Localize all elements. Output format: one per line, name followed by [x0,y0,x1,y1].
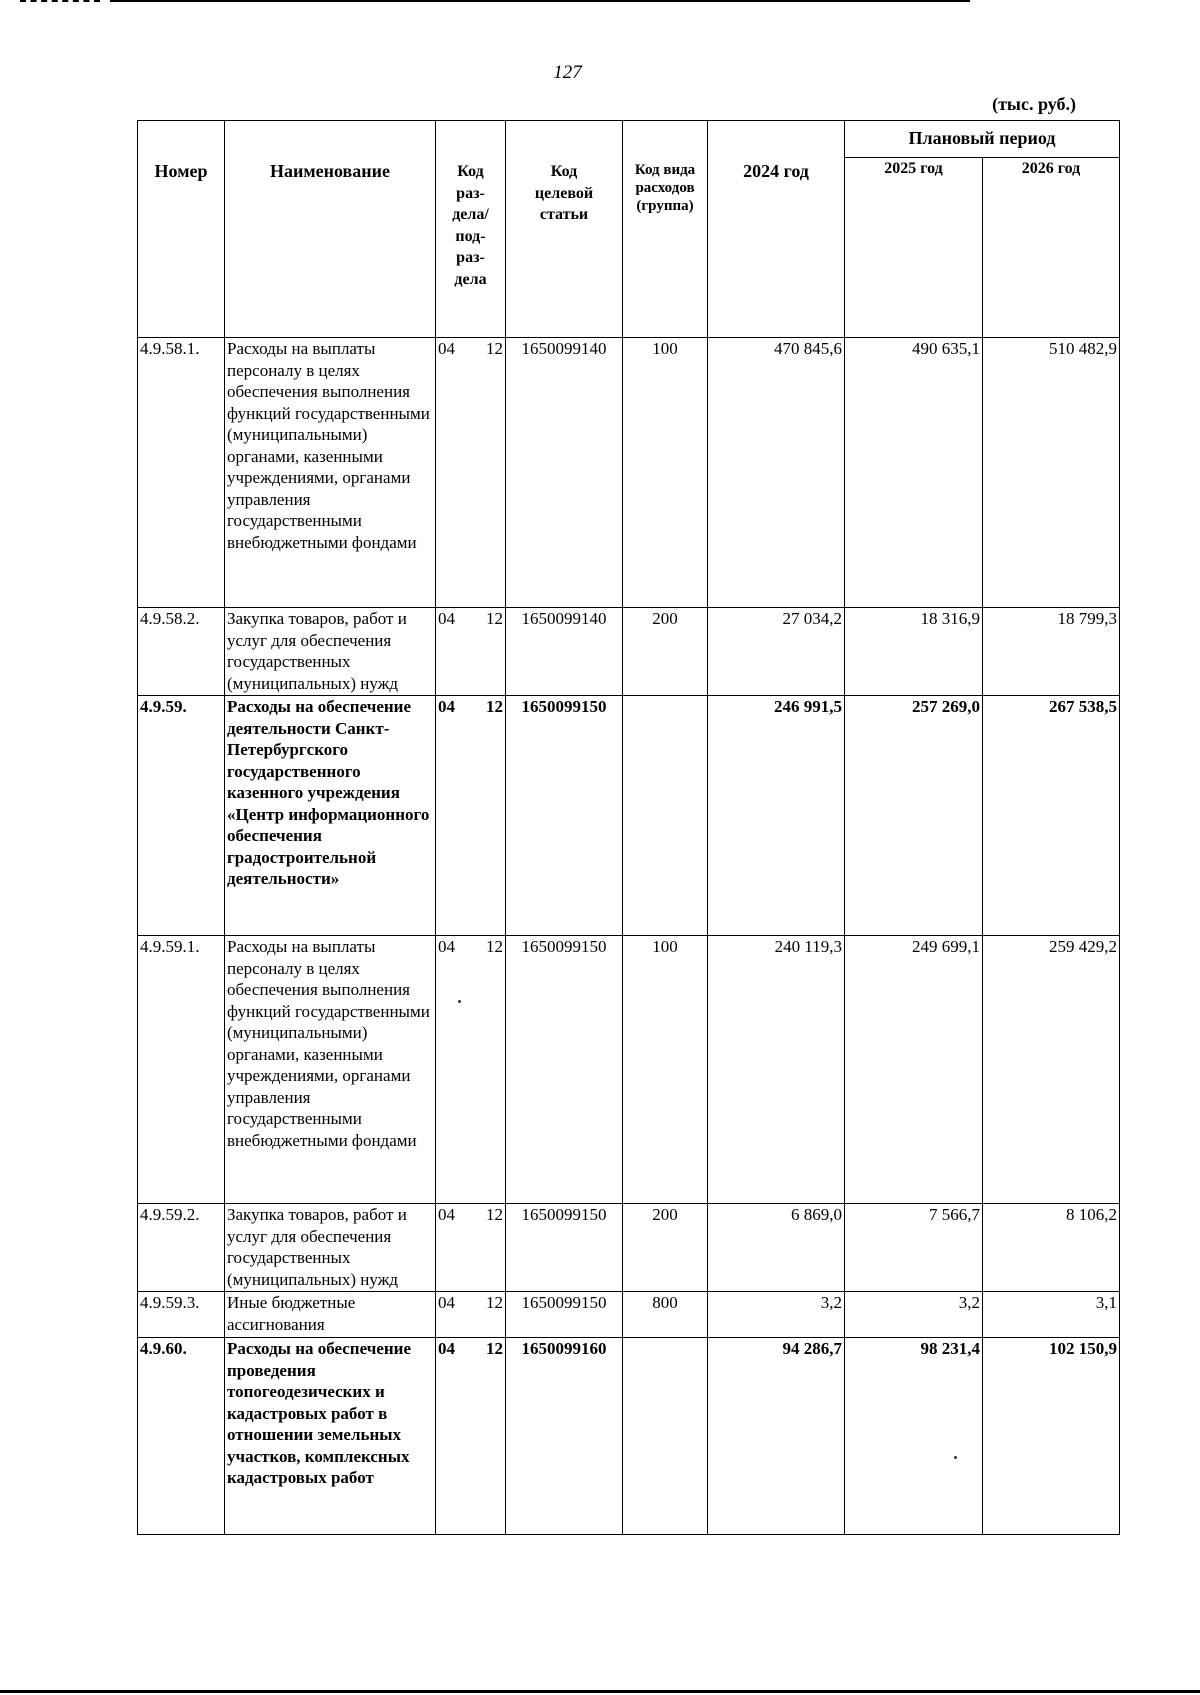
budget-table [137,120,1120,1535]
row-section-code [436,936,506,1204]
row-amount-2024: 94 286,7 [708,1338,845,1535]
row-amount-2024: 27 034,2 [708,608,845,696]
row-expense-type: 800 [623,1292,708,1338]
row-name: Закупка товаров, работ и услуг для обеспечения государственных (муниципальных) нужд [225,1204,436,1292]
header-name: Наименование [225,121,436,338]
row-subsection: 12 [486,609,503,628]
row-amount-2025: 257 269,0 [845,696,983,936]
row-expense-type: 100 [623,936,708,1204]
row-section-code [436,1338,506,1535]
row-subsection: 12 [486,1293,503,1312]
row-name: Расходы на выплаты персоналу в целях обеспечения выполнения функций государственными (муниципальными) органами, казенными учреждениями, органами управления государственными внебюджетными фондами [225,338,436,608]
row-amount-2026: 18 799,3 [983,608,1120,696]
row-amount-2025: 18 316,9 [845,608,983,696]
row-number: 4.9.59.1. [138,936,225,1204]
row-amount-2025: 3,2 [845,1292,983,1338]
header-target-code: Код целевой статьи [506,121,623,338]
scan-speck [458,1000,461,1003]
row-name: Иные бюджетные ассигнования [225,1292,436,1338]
bottom-rule [0,1690,1200,1693]
row-section: 04 [438,697,455,716]
row-amount-2026: 259 429,2 [983,936,1120,1204]
row-number: 4.9.60. [138,1338,225,1535]
header-year-2026: 2026 год [983,158,1120,338]
header-section-code: Код раз- дела/ под- раз- дела [436,121,506,338]
row-expense-type: 200 [623,608,708,696]
table-row [138,1204,1120,1292]
row-amount-2026: 3,1 [983,1292,1120,1338]
row-amount-2024: 470 845,6 [708,338,845,608]
table-row [138,608,1120,696]
row-amount-2025: 98 231,4 [845,1338,983,1535]
row-expense-type [623,696,708,936]
table-row [138,936,1120,1204]
row-section-code [436,1292,506,1338]
row-target-code: 1650099150 [506,696,623,936]
row-number: 4.9.58.2. [138,608,225,696]
row-number: 4.9.58.1. [138,338,225,608]
row-section: 04 [438,609,455,628]
header-expense-type-code: Код вида расходов (группа) [623,121,708,338]
row-amount-2025: 490 635,1 [845,338,983,608]
row-target-code: 1650099150 [506,1204,623,1292]
row-amount-2026: 267 538,5 [983,696,1120,936]
row-name: Закупка товаров, работ и услуг для обеспечения государственных (муниципальных) нужд [225,608,436,696]
row-amount-2025: 249 699,1 [845,936,983,1204]
row-expense-type [623,1338,708,1535]
row-number: 4.9.59.2. [138,1204,225,1292]
units-label: (тыс. руб.) [992,94,1076,114]
row-section-code [436,338,506,608]
row-amount-2026: 510 482,9 [983,338,1120,608]
row-amount-2024: 6 869,0 [708,1204,845,1292]
row-target-code: 1650099160 [506,1338,623,1535]
row-expense-type: 100 [623,338,708,608]
row-subsection: 12 [486,697,503,716]
row-section: 04 [438,1339,455,1358]
scan-speck [954,1456,957,1459]
row-target-code: 1650099150 [506,1292,623,1338]
table-row [138,1292,1120,1338]
row-number: 4.9.59.3. [138,1292,225,1338]
row-section-code [436,696,506,936]
row-section-code [436,608,506,696]
row-subsection: 12 [486,937,503,956]
row-expense-type: 200 [623,1204,708,1292]
row-section: 04 [438,1293,455,1312]
header-planned-period: Плановый период [845,121,1120,158]
row-name: Расходы на обеспечение проведения топогеодезических и кадастровых работ в отношении земельных участков, комплексных кадастровых работ [225,1338,436,1535]
row-subsection: 12 [486,1339,503,1358]
row-name: Расходы на обеспечение деятельности Санкт-Петербургского государственного казенного учреждения «Центр информационного обеспечения градостроительной деятельности» [225,696,436,936]
table-row [138,1338,1120,1535]
table-row [138,338,1120,608]
row-target-code: 1650099140 [506,338,623,608]
row-name: Расходы на выплаты персоналу в целях обеспечения выполнения функций государственными (муниципальными) органами, казенными учреждениями, органами управления государственными внебюджетными фондами [225,936,436,1204]
row-number: 4.9.59. [138,696,225,936]
row-section: 04 [438,1205,455,1224]
table-row [138,696,1120,936]
row-subsection: 12 [486,1205,503,1224]
page-number: 127 [553,62,582,83]
top-dash-line [20,0,100,2]
row-amount-2026: 8 106,2 [983,1204,1120,1292]
row-section: 04 [438,937,455,956]
row-subsection: 12 [486,339,503,358]
row-target-code: 1650099150 [506,936,623,1204]
row-amount-2024: 240 119,3 [708,936,845,1204]
row-amount-2024: 3,2 [708,1292,845,1338]
header-year-2024: 2024 год [708,121,845,338]
header-number: Номер [138,121,225,338]
row-amount-2026: 102 150,9 [983,1338,1120,1535]
row-section-code [436,1204,506,1292]
top-rule [110,0,970,2]
row-amount-2025: 7 566,7 [845,1204,983,1292]
row-amount-2024: 246 991,5 [708,696,845,936]
row-section: 04 [438,339,455,358]
header-year-2025: 2025 год [845,158,983,338]
row-target-code: 1650099140 [506,608,623,696]
